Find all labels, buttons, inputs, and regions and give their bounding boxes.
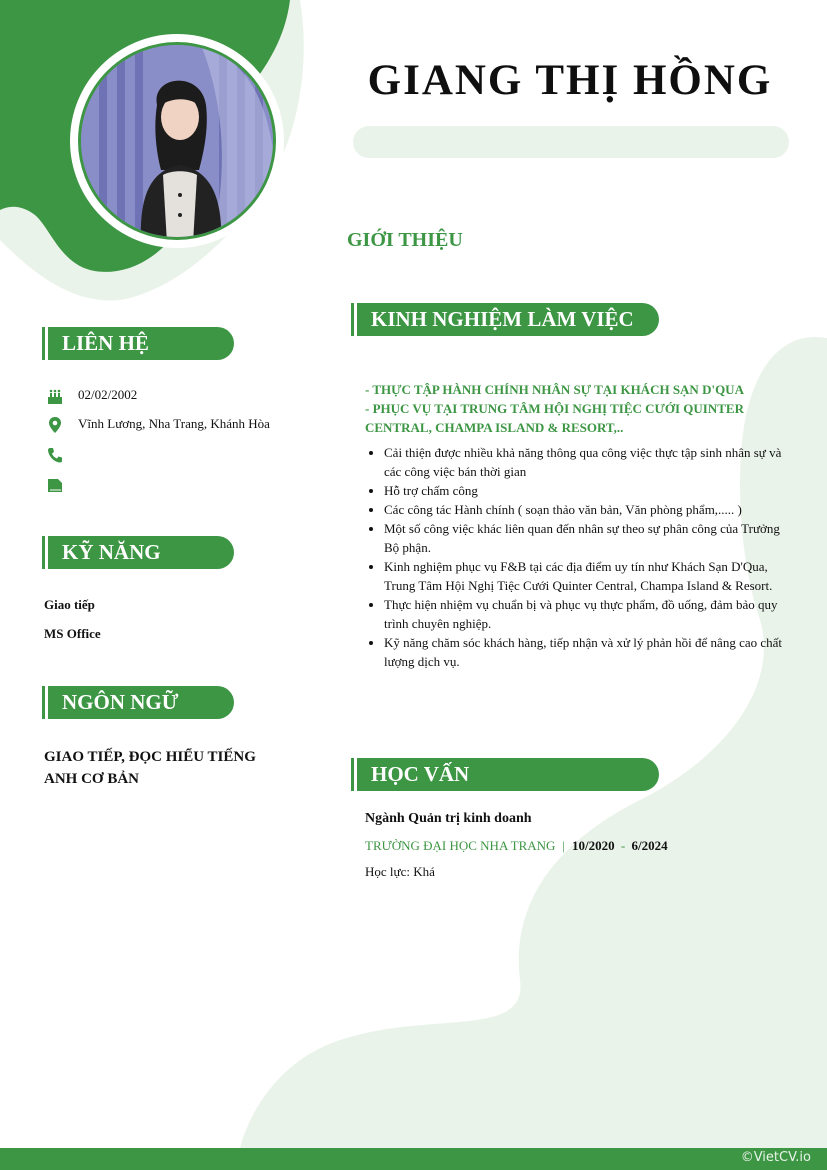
phone-icon: [46, 446, 64, 464]
end-date: 6/2024: [631, 838, 668, 853]
contact-section-title: LIÊN HỆ: [48, 327, 234, 360]
birthday-text: 02/02/2002: [78, 387, 138, 402]
contact-phone: [46, 445, 296, 465]
skill-item: Giao tiếp: [44, 597, 95, 612]
cake-icon: [46, 387, 64, 405]
contact-birthday: [46, 386, 296, 406]
list-item: • Kỹ năng chăm sóc khách hàng, tiếp nhận và xử lý phản hồi để nâng cao chất lượng dịch vụ.: [384, 633, 789, 671]
education-major: Ngành Quản trị kinh doanh: [365, 811, 532, 826]
experience-headlines: [365, 380, 775, 437]
start-date: 10/2020: [572, 838, 615, 853]
intro-title: GIỚI THIỆU: [347, 229, 463, 251]
language-text: GIAO TIẾP, ĐỌC HIỂU TIẾNG ANH CƠ BẢN: [44, 749, 256, 787]
profile-photo-frame: [70, 34, 284, 248]
contact-email: [46, 475, 296, 495]
education-grade: Học lực: Khá: [365, 864, 435, 879]
job-title: - PHỤC VỤ TẠI TRUNG TÂM HỘI NGHỊ TIỆC CƯỚI QUINTER CENTRAL, CHAMPA ISLAND & RESORT,..: [365, 401, 744, 435]
avatar: [78, 42, 276, 240]
list-item: • Thực hiện nhiệm vụ chuẩn bị và phục vụ thực phẩm, đồ uống, đảm bảo quy trình chuyên nghiệp.: [384, 595, 789, 633]
contact-address: [46, 415, 296, 435]
list-item: • Cải thiện được nhiều khả năng thông qua công việc thực tập sinh nhân sự và các công việc bán thời gian: [384, 443, 789, 481]
list-item: • Một số công việc khác liên quan đến nhân sự theo sự phân công của Trưởng Bộ phận.: [384, 519, 789, 557]
address-text: Vĩnh Lương, Nha Trang, Khánh Hòa: [78, 416, 270, 431]
experience-bullets: [366, 443, 789, 671]
email-icon: [46, 476, 64, 494]
education-section-title: HỌC VẤN: [357, 758, 659, 791]
full-name: GIANG THỊ HỒNG: [367, 57, 773, 104]
languages-section-title: NGÔN NGỮ: [48, 686, 234, 719]
skill-item: MS Office: [44, 626, 101, 641]
list-item: • Kinh nghiệm phục vụ F&B tại các địa điểm uy tín như Khách Sạn D'Qua, Trung Tâm Hội Nghị Tiệc Cưới Quinter Central, Champa Island & Resort.: [384, 557, 789, 595]
skills-section-title: KỸ NĂNG: [48, 536, 234, 569]
list-item: • Các công tác Hành chính ( soạn thảo văn bản, Văn phòng phẩm,..... ): [384, 500, 789, 519]
footer-bar: [0, 1148, 827, 1170]
education-school-line: [365, 838, 668, 854]
date-dash: -: [620, 838, 626, 853]
job-title: - THỰC TẬP HÀNH CHÍNH NHÂN SỰ TẠI KHÁCH SẠN D'QUA: [365, 382, 744, 397]
location-icon: [46, 416, 64, 434]
school-name: TRƯỜNG ĐẠI HỌC NHA TRANG: [365, 838, 556, 853]
name-underline-bar: [353, 126, 789, 158]
list-item: • Hỗ trợ chấm công: [384, 481, 789, 500]
separator: |: [562, 838, 566, 853]
experience-section-title: KINH NGHIỆM LÀM VIỆC: [357, 303, 659, 336]
brand-watermark: ©VietCV.io: [740, 1150, 811, 1165]
avatar-illustration: [81, 45, 276, 240]
